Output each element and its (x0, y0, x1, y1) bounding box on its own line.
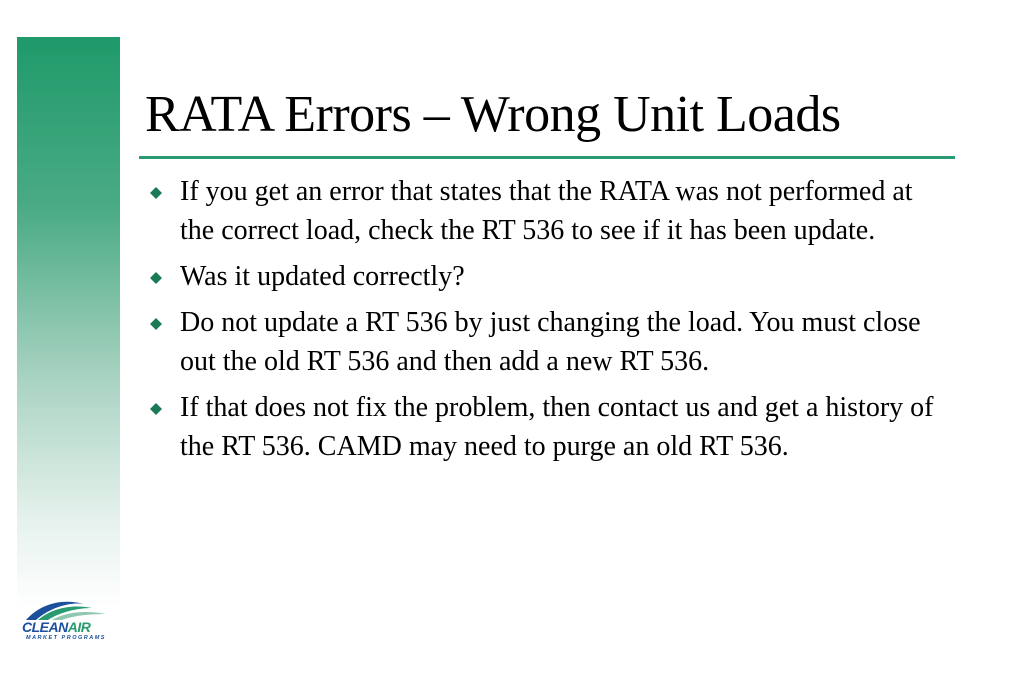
bullet-text: Do not update a RT 536 by just changing the load. You must close out the old RT 536 and then add a new RT 536. (180, 307, 921, 377)
bullet-item (148, 303, 948, 381)
title-divider (139, 156, 955, 159)
logo-word-clean: CLEAN (22, 619, 68, 635)
logo-wordmark (22, 620, 90, 635)
bullet-item (148, 172, 948, 250)
bullet-item (148, 388, 948, 466)
logo-word-air: AIR (67, 619, 91, 635)
diamond-bullet-icon (150, 403, 162, 415)
diamond-bullet-icon (150, 272, 162, 284)
logo-tagline: MARKET PROGRAMS (26, 635, 106, 641)
side-gradient-bar (17, 37, 120, 607)
bullet-text: Was it updated correctly? (180, 261, 465, 292)
diamond-bullet-icon (150, 187, 162, 199)
bullet-item (148, 257, 948, 296)
bullet-list (148, 172, 948, 473)
slide-title: RATA Errors – Wrong Unit Loads (145, 86, 841, 143)
clean-air-logo (22, 598, 114, 646)
bullet-text: If that does not fix the problem, then contact us and get a history of the RT 536. CAMD may need to purge an old RT 536. (180, 392, 934, 462)
bullet-text: If you get an error that states that the RATA was not performed at the correct load, check the RT 536 to see if it has been update. (180, 176, 913, 246)
diamond-bullet-icon (150, 318, 162, 330)
